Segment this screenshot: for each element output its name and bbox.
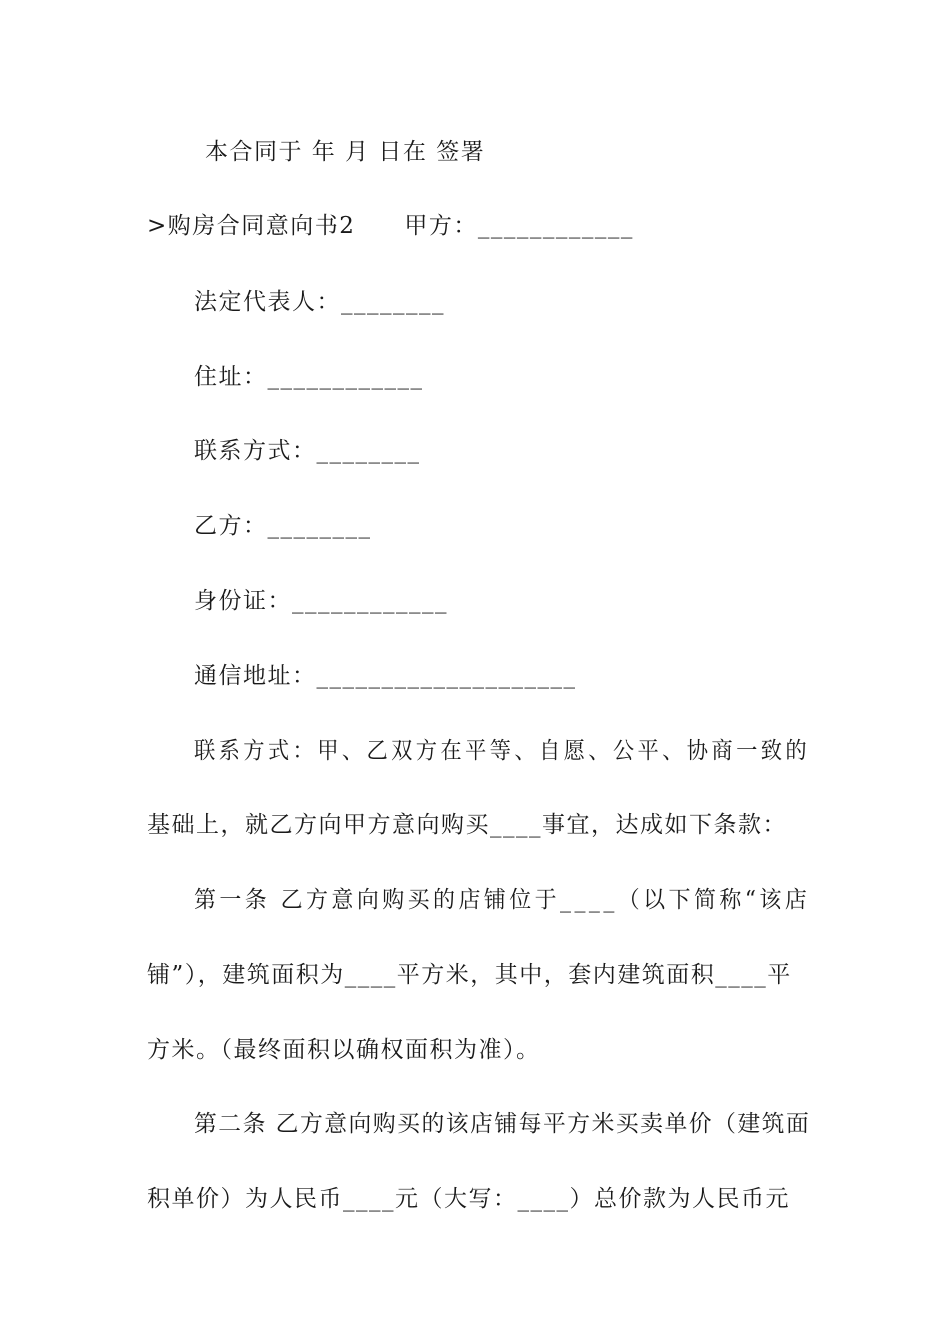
article-1-line-1: 第一条 乙方意向购买的店铺位于____（以下简称“该店 — [194, 887, 811, 913]
address-field: 住址：____________ — [194, 364, 424, 390]
paragraph-1-line-2: 基础上，就乙方向甲方意向购买____事宜，达成如下条款： — [147, 812, 787, 838]
mailing-address-field: 通信地址：____________________ — [194, 663, 577, 689]
party-b-field: 乙方：________ — [194, 513, 372, 539]
signing-line: 本合同于 年 月 日在 签署 — [205, 139, 486, 165]
title-party-a-line: >购房合同意向书2 甲方：____________ — [147, 213, 634, 239]
paragraph-1-line-1: 联系方式：甲、乙双方在平等、自愿、公平、协商一致的 — [194, 738, 810, 764]
id-card-field: 身份证：____________ — [194, 588, 448, 614]
article-2-line-2: 积单价）为人民币____元（大写：____）总价款为人民币元 — [147, 1186, 790, 1212]
contact-field-party-a: 联系方式：________ — [194, 438, 421, 464]
legal-representative-field: 法定代表人：________ — [194, 289, 445, 315]
article-1-line-2: 铺”），建筑面积为____平方米，其中，套内建筑面积____平 — [147, 962, 792, 988]
article-1-line-3: 方米。（最终面积以确权面积为准）。 — [147, 1037, 541, 1063]
article-2-line-1: 第二条 乙方意向购买的该店铺每平方米买卖单价（建筑面 — [194, 1111, 811, 1137]
